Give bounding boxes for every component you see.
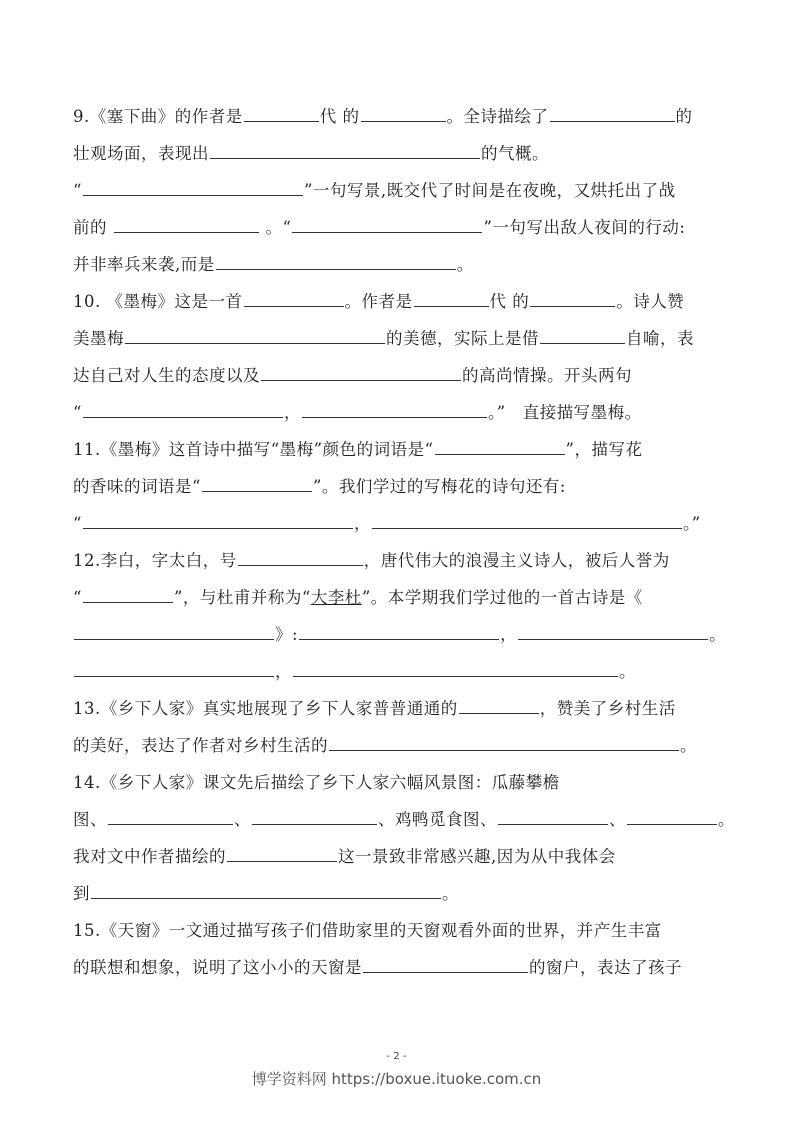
question-line	[73, 135, 723, 172]
answer-blank[interactable]	[202, 469, 312, 492]
question-text: 的香味的词语是“	[73, 477, 201, 496]
question-text: 的美德，实际上是借	[386, 329, 539, 348]
question-text: 11.《墨梅》这首诗中描写“墨梅”颜色的词语是“	[73, 440, 434, 459]
question-text: 。全诗描绘了	[446, 107, 549, 126]
answer-blank[interactable]	[83, 173, 303, 196]
answer-blank[interactable]	[435, 432, 565, 455]
answer-blank[interactable]	[498, 802, 608, 825]
question-text: 。	[442, 884, 459, 903]
question-text: 图、	[73, 810, 107, 829]
answer-blank[interactable]	[74, 617, 274, 640]
answer-blank[interactable]	[244, 99, 319, 122]
question-text: 。	[709, 625, 727, 644]
question-9	[73, 98, 723, 283]
question-15	[73, 912, 723, 986]
answer-blank[interactable]	[293, 654, 618, 677]
question-text: 10. 《墨梅》这是一首	[73, 292, 243, 311]
question-text: 前的	[73, 218, 113, 237]
answer-blank[interactable]	[83, 506, 353, 529]
question-text: 。“	[259, 218, 292, 237]
question-text: 14.《乡下人家》课文先后描绘了乡下人家六幅风景图：瓜藤攀檐	[73, 773, 560, 792]
question-text: ，	[500, 625, 518, 644]
question-line	[73, 579, 723, 616]
question-text: 9.《塞下曲》的作者是	[73, 107, 243, 126]
answer-blank[interactable]	[292, 210, 482, 233]
question-text: ，唐代伟大的浪漫主义诗人，被后人誉为	[363, 551, 670, 570]
answer-blank[interactable]	[83, 580, 173, 603]
answer-blank[interactable]	[518, 617, 708, 640]
question-line	[73, 875, 723, 912]
question-text: “	[73, 181, 82, 200]
question-text: 的气概。	[481, 144, 549, 163]
answer-blank[interactable]	[540, 321, 625, 344]
question-text: ，	[275, 662, 292, 681]
question-text: 。诗人赞	[616, 292, 685, 311]
question-text: 自喻，表	[626, 329, 694, 348]
question-text: 。”	[682, 514, 701, 533]
question-text: 美墨梅	[73, 329, 124, 348]
question-text: 。	[456, 255, 474, 274]
answer-blank[interactable]	[363, 950, 528, 973]
question-text: “	[73, 403, 82, 422]
question-line	[73, 838, 723, 875]
question-line	[73, 246, 723, 283]
question-text: 》:	[275, 625, 299, 644]
answer-blank[interactable]	[299, 617, 499, 640]
question-text: 的联想和想象，说明了这小小的天窗是	[73, 958, 362, 977]
question-text: ，	[353, 514, 371, 533]
underlined-text: 大李杜	[310, 588, 362, 607]
answer-blank[interactable]	[627, 802, 717, 825]
question-11	[73, 431, 723, 542]
question-12	[73, 542, 727, 690]
question-line	[73, 505, 723, 542]
page-number: - 2 -	[386, 1051, 407, 1062]
question-text: 代 的	[489, 292, 530, 311]
answer-blank[interactable]	[302, 395, 487, 418]
question-text: 我对文中作者描绘的	[73, 847, 226, 866]
question-text: ”一句写出敌人夜间的行动:	[483, 218, 686, 237]
answer-blank[interactable]	[361, 99, 446, 122]
question-line	[73, 283, 723, 320]
question-line	[73, 431, 723, 468]
question-line	[73, 172, 723, 209]
question-text: 15.《天窗》一文通过描写孩子们借助家里的天窗观看外面的世界，并产生丰富	[73, 921, 662, 940]
question-text: ”。本学期我们学过他的一首古诗是《	[361, 588, 643, 607]
question-line	[73, 98, 723, 135]
question-line	[73, 727, 723, 764]
question-text: “	[73, 588, 82, 607]
question-text: ”一句写景,既交代了时间是在夜晚，又烘托出了战	[303, 181, 676, 200]
question-line	[73, 394, 723, 431]
answer-blank[interactable]	[329, 728, 679, 751]
question-text: 达自己对人生的态度以及	[73, 366, 260, 385]
question-text: ，	[283, 403, 301, 422]
question-text: 。作者是	[344, 292, 413, 311]
answer-blank[interactable]	[83, 395, 283, 418]
question-text: 12.李白，字太白，号	[73, 551, 237, 570]
answer-blank[interactable]	[216, 247, 456, 270]
question-text: 代 的	[319, 107, 360, 126]
answer-blank[interactable]	[227, 839, 337, 862]
question-text: 的高尚情操。开头两句	[462, 366, 632, 385]
answer-blank[interactable]	[210, 136, 480, 159]
question-text: 。” 直接描写墨梅。	[487, 403, 642, 422]
question-text: 这一景致非常感兴趣,因为从中我体会	[338, 847, 616, 866]
answer-blank[interactable]	[238, 543, 363, 566]
question-text: 并非率兵来袭,而是	[73, 255, 215, 274]
question-text: 。	[619, 662, 636, 681]
question-text: 。	[718, 810, 735, 829]
question-line	[73, 949, 723, 986]
question-text: 、	[234, 810, 251, 829]
question-line	[73, 690, 723, 727]
answer-blank[interactable]	[244, 284, 344, 307]
question-text: 。	[680, 736, 697, 755]
question-text: 的窗户，表达了孩子	[529, 958, 682, 977]
question-10	[73, 283, 723, 431]
question-text: 、	[609, 810, 626, 829]
worksheet-page	[73, 98, 735, 986]
question-14	[73, 764, 735, 912]
answer-blank[interactable]	[550, 99, 675, 122]
question-text: 壮观场面，表现出	[73, 144, 209, 163]
question-line	[73, 357, 723, 394]
question-text: 到	[73, 884, 90, 903]
question-line	[73, 468, 723, 505]
question-line	[73, 209, 723, 246]
answer-blank[interactable]	[125, 321, 385, 344]
question-13	[73, 690, 723, 764]
question-text: ，赞美了乡村生活	[539, 699, 676, 718]
footer-watermark: 博学资料网 https://boxue.ituoke.com.cn	[251, 1070, 542, 1088]
answer-blank[interactable]	[252, 802, 377, 825]
answer-blank[interactable]	[459, 691, 539, 714]
question-line	[73, 801, 735, 838]
question-text: ”，描写花	[565, 440, 643, 459]
question-line	[73, 653, 723, 690]
question-text: 的	[675, 107, 693, 126]
question-line	[73, 542, 723, 579]
answer-blank[interactable]	[372, 506, 682, 529]
answer-blank[interactable]	[91, 876, 441, 899]
question-line	[73, 764, 723, 801]
answer-blank[interactable]	[114, 210, 259, 233]
question-text: 、鸡鸭觅食图、	[378, 810, 497, 829]
question-text: 的美好，表达了作者对乡村生活的	[73, 736, 328, 755]
question-text: ”。我们学过的写梅花的诗句还有:	[312, 477, 566, 496]
answer-blank[interactable]	[530, 284, 615, 307]
question-text: 13.《乡下人家》真实地展现了乡下人家普普通通的	[73, 699, 458, 718]
answer-blank[interactable]	[261, 358, 461, 381]
question-text: ”，与杜甫并称为“	[173, 588, 311, 607]
question-text: “	[73, 514, 82, 533]
question-line	[73, 912, 723, 949]
answer-blank[interactable]	[108, 802, 233, 825]
question-line	[73, 320, 723, 357]
question-line	[73, 616, 727, 653]
answer-blank[interactable]	[414, 284, 489, 307]
answer-blank[interactable]	[74, 654, 274, 677]
